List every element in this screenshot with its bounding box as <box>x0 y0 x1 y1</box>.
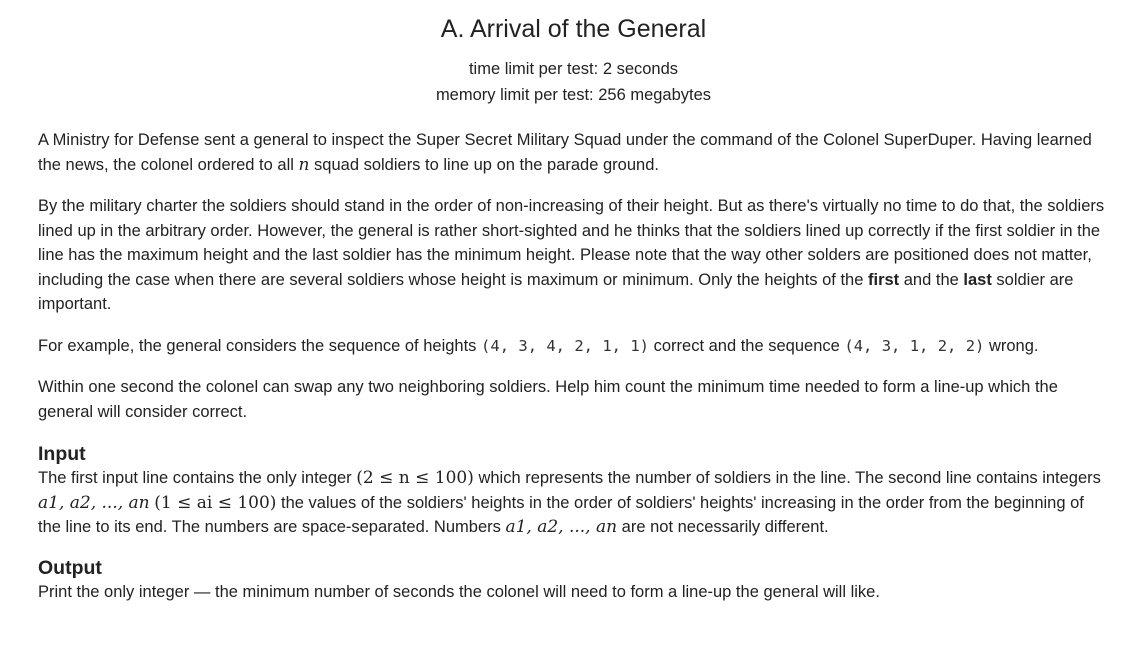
output-text: Print the only integer — the minimum number of seconds the colonel will need to form a line-up the general will like. <box>38 582 880 601</box>
time-limit: time limit per test: 2 seconds <box>468 60 679 78</box>
statement-paragraph-1: A Ministry for Defense sent a general to inspect the Super Secret Military Squad under the command of the Colonel SuperDuper. Having learned the news, the colonel ordered to all n squad soldiers to line up on the parade ground. <box>38 131 1092 175</box>
constraint-a: (1 ≤ ai ≤ 100) <box>154 492 277 513</box>
sequence-correct: (4, 3, 4, 2, 1, 1) <box>481 336 650 355</box>
memory-limit: memory limit per test: 256 megabytes <box>435 86 712 104</box>
sequence-a: a1, a2, ..., an <box>38 492 150 513</box>
var-n: n <box>298 154 310 175</box>
problem-header <box>38 0 1109 108</box>
bold-last: last <box>963 270 992 289</box>
bold-first: first <box>867 270 900 289</box>
output-section <box>38 557 1109 605</box>
input-section <box>38 443 1109 540</box>
limits-block <box>38 56 1109 108</box>
sequence-a-2: a1, a2, ..., an <box>505 517 618 537</box>
input-text: The first input line contains the only integer (2 ≤ n ≤ 100) which represents the number of soldiers in the line. The second line contains integers a1, a2, ..., an (1 ≤ ai ≤ 100) the values of the soldiers' heights in the order of soldiers' heights' increasing in the order from the beginning of the line to its end. The numbers are space-separated. Numbers a1, a2, ..., an are not necessarily different. <box>38 468 1101 537</box>
sequence-wrong: (4, 3, 1, 2, 2) <box>844 336 985 355</box>
constraint-n: (2 ≤ n ≤ 100) <box>356 468 474 488</box>
statement-paragraph-3: For example, the general considers the sequence of heights (4, 3, 4, 2, 1, 1) correct and the sequence (4, 3, 1, 2, 2) wrong. <box>38 336 1039 355</box>
statement-paragraph-4: Within one second the colonel can swap any two neighboring soldiers. Help him count the minimum time needed to form a line-up which the general will consider correct. <box>38 378 1058 421</box>
statement <box>38 128 1109 424</box>
statement-paragraph-2: By the military charter the soldiers should stand in the order of non-increasing of their height. But as there's virtually no time to do that, the soldiers lined up in the arbitrary order. However, the general is rather short-sighted and he thinks that the soldiers lined up correctly if the first soldier in the line has the maximum height and the last soldier has the minimum height. Please note that the way other solders are positioned does not matter, including the case when there are several soldiers whose height is maximum or minimum. Only the heights of the first and the last soldier are important. <box>38 197 1105 313</box>
output-title: Output <box>38 556 102 579</box>
input-title: Input <box>38 443 86 465</box>
problem-title: A. Arrival of the General <box>440 15 707 43</box>
